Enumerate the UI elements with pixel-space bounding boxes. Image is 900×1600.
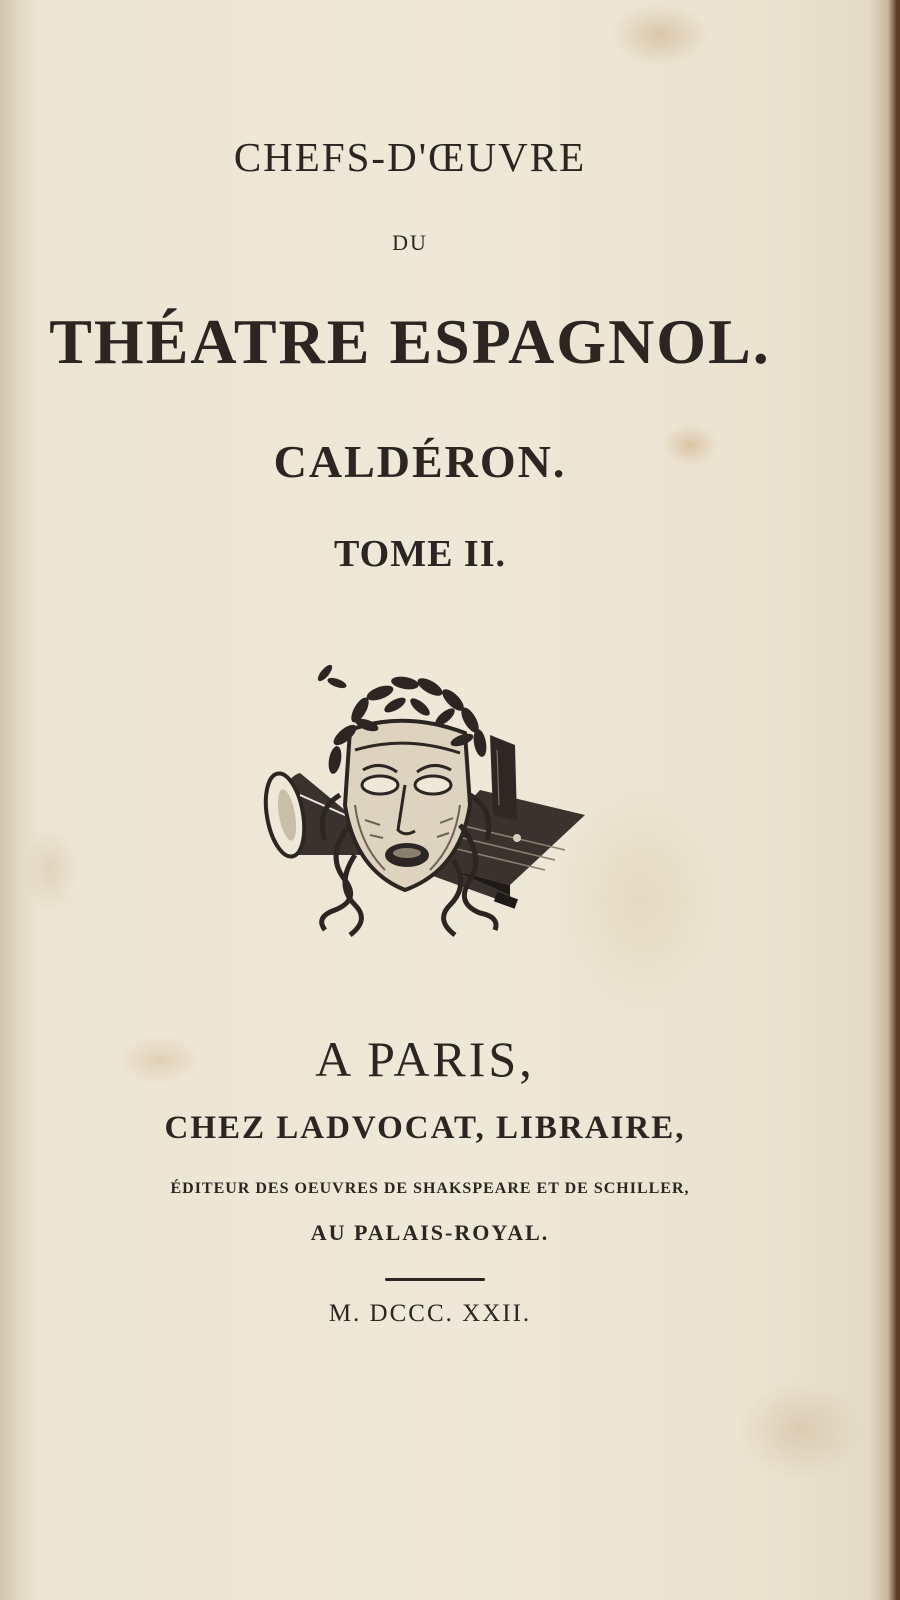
title-line-chefs-doeuvre: CHEFS-D'ŒUVRE [233, 134, 587, 180]
publication-date: M. DCCC. XXII. [328, 1300, 532, 1327]
publisher-note: ÉDITEUR DES OEUVRES DE SHAKSPEARE ET DE SCHILLER, [170, 1180, 690, 1197]
page-edge-shadow [870, 0, 900, 1600]
imprint-city: A PARIS, [315, 1031, 535, 1087]
divider-rule [385, 1278, 485, 1281]
tragic-mask-laurel-trumpet-book-icon [255, 655, 595, 945]
author-name: CALDÉRON. [273, 436, 567, 487]
publisher-address: AU PALAIS-ROYAL. [310, 1220, 550, 1245]
title-line-theatre-espagnol: THÉATRE ESPAGNOL. [49, 306, 771, 377]
volume-number: TOME II. [333, 533, 506, 575]
title-line-du: DU [392, 230, 428, 255]
publisher-name: CHEZ LADVOCAT, LIBRAIRE, [164, 1110, 686, 1146]
